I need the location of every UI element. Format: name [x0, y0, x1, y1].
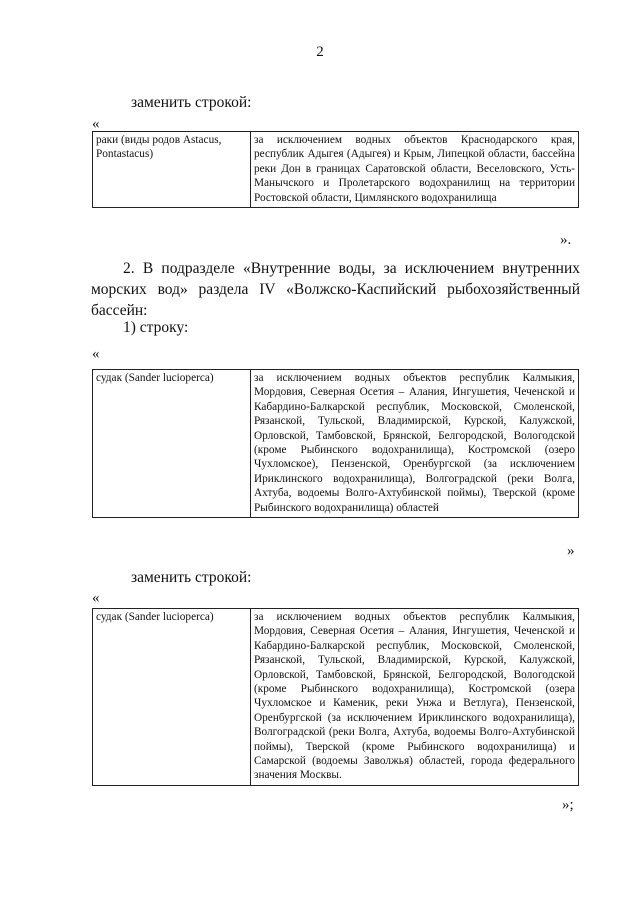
table-row [93, 609, 579, 786]
description-cell: за исключением водных объектов Краснодарского края, республик Адыгея (Адыгея) и Крым, Липецкой области, бассейна реки Дон в границах Саратовской области, Веселовского, Усть-Манычского и Пролетарского водохранилищ на территории Ростовской области, Цимлянского водохранилища [251, 132, 579, 208]
open-quote-2: « [92, 346, 100, 362]
replace-lead-2: заменить строкой: [131, 569, 252, 586]
close-quote-2: » [567, 543, 575, 559]
table-zander-old [92, 369, 579, 518]
species-cell: раки (виды родов Astacus, Pontastacus) [93, 132, 251, 208]
species-cell: судак (Sander lucioperca) [93, 609, 251, 786]
close-quote-3: »; [562, 797, 574, 813]
paragraph-2: 2. В подразделе «Внутренние воды, за исключением внутренних морских вод» раздела IV «Волжско-Каспийский рыбохозяйственный бассейн: [91, 260, 580, 319]
open-quote-1: « [92, 116, 100, 132]
species-cell: судак (Sander lucioperca) [93, 370, 251, 518]
table-row [93, 370, 579, 518]
table-row [93, 132, 579, 208]
description-cell: за исключением водных объектов республик Калмыкия, Мордовия, Северная Осетия – Алания, Ингушетия, Чеченской и Кабардино-Балкарской республик, Московской, Смоленской, Рязанской, Тульской, Владимирской, Курской, Калужской, Орловской, Тамбовской, Брянской, Белгородской, Вологодской (кроме Рыбинского водохранилища), Костромской (озера Чухломское и Каменик, реки Унжа и Ветлуга), Пензенской, Оренбургской (за исключением Ириклинского водохранилища), Волгоградской (реки Волга, Ахтуба, водоемы Волго-Ахтубинской поймы), Тверской (кроме Рыбинского водохранилища) и Самарской (водоемы Заволжья) областей, города федерального значения Москвы. [251, 609, 579, 786]
table-crayfish [92, 131, 579, 208]
page-number: 2 [316, 44, 324, 60]
description-cell: за исключением водных объектов республик Калмыкия, Мордовия, Северная Осетия – Алания, Ингушетия, Чеченской и Кабардино-Балкарской республик, Московской, Смоленской, Рязанской, Тульской, Владимирской, Курской, Калужской, Орловской, Тамбовской, Брянской, Белгородской, Вологодской (кроме Рыбинского водохранилища), Костромской (озеро Чухломское), Пензенской, Оренбургской (за исключением Ириклинского водохранилища), Волгоградской (реки Волга, Ахтуба, водоемы Волго-Ахтубинской поймы), Тверской (кроме Рыбинского водохранилища) областей [251, 370, 579, 518]
table-zander-new [92, 608, 579, 786]
close-quote-1: ». [560, 232, 572, 248]
open-quote-3: « [92, 590, 100, 606]
replace-lead-1: заменить строкой: [131, 94, 252, 111]
item-1-label: 1) строку: [123, 319, 189, 336]
